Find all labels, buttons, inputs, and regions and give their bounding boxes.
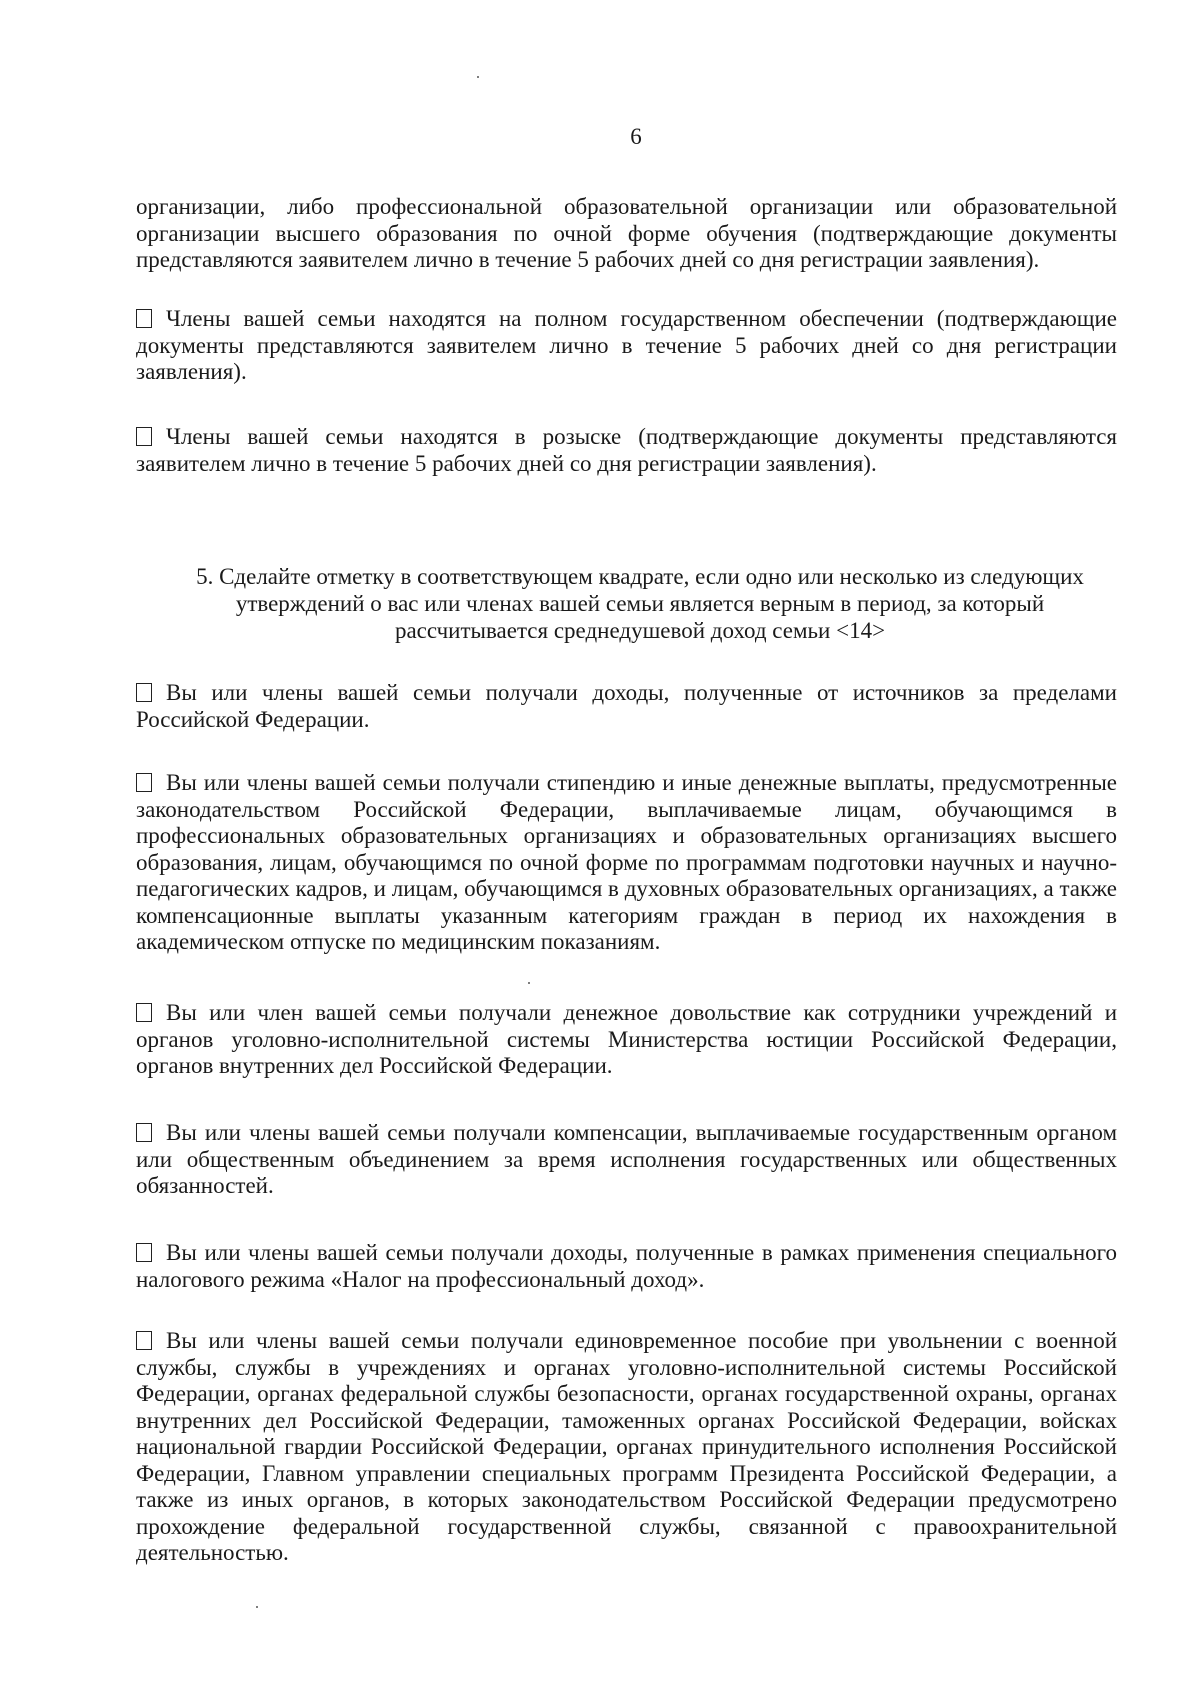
section-5-heading (150, 563, 1130, 644)
option-text: Вы или члены вашей семьи получали стипендию и иные денежные выплаты, предусмотренные законодательством Российской Федерации, выплачиваемые лицам, обучающимся в профессиональных образовательных организациях и образовательных организациях высшего образования, лицам, обучающимся по очной форме по программам подготовки научных и научно-педагогических кадров, и лицам, обучающимся в духовных образовательных организациях, а также компенсационные выплаты указанным категориям граждан в период их нахождения в академическом отпуске по медицинским показаниям. (136, 770, 1117, 954)
option-professional-income-tax (136, 1240, 1117, 1293)
section-5-heading-line: утверждений о вас или членах вашей семьи является верным в период, за который (235, 591, 1045, 616)
section-5-heading-line: рассчитывается среднедушевой доход семьи <14> (394, 618, 886, 643)
checkbox-monetary-allowance[interactable] (136, 1003, 152, 1022)
option-severance-benefit (136, 1328, 1117, 1567)
option-full-state-support (136, 306, 1117, 386)
checkbox-full-state-support[interactable] (136, 309, 152, 328)
scan-speck (256, 1606, 258, 1608)
option-text: Члены вашей семьи находятся в розыске (подтверждающие документы представляются заявителем лично в течение 5 рабочих дней со дня регистрации заявления). (136, 424, 1117, 476)
option-text: Вы или члены вашей семьи получали доходы, полученные в рамках применения специального налогового режима «Налог на профессиональный доход». (136, 1240, 1117, 1292)
continuation-paragraph (136, 194, 1117, 274)
option-text: Вы или члены вашей семьи получали единовременное пособие при увольнении с военной службы, службы в учреждениях и органах уголовно-исполнительной системы Российской Федерации, органах федеральной службы безопасности, органах государственной охраны, органах внутренних дел Российской Федерации, таможенных органах Российской Федерации, войсках национальной гвардии Российской Федерации, органах принудительного исполнения Российской Федерации, Главном управлении специальных программ Президента Российской Федерации, а также из иных органов, в которых законодательством Российской Федерации предусмотрено прохождение федеральной государственной службы, связанной с правоохранительной деятельностью. (136, 1328, 1117, 1565)
option-text: Вы или члены вашей семьи получали доходы, полученные от источников за пределами Российской Федерации. (136, 680, 1117, 732)
option-monetary-allowance (136, 1000, 1117, 1080)
section-5-heading-line: 5. Сделайте отметку в соответствующем квадрате, если одно или несколько из следующих (196, 564, 1084, 589)
option-scholarship (136, 770, 1117, 956)
checkbox-professional-income-tax[interactable] (136, 1243, 152, 1262)
scan-speck (528, 982, 530, 984)
option-wanted-search (136, 424, 1117, 477)
checkbox-wanted-search[interactable] (136, 427, 152, 446)
option-compensation (136, 1120, 1117, 1200)
continuation-text: организации, либо профессиональной образовательной организации или образовательной организации высшего образования по очной форме обучения (подтверждающие документы представляются заявителем лично в течение 5 рабочих дней со дня регистрации заявления). (136, 194, 1117, 272)
option-text: Вы или член вашей семьи получали денежное довольствие как сотрудники учреждений и органов уголовно-исполнительной системы Министерства юстиции Российской Федерации, органов внутренних дел Российской Федерации. (136, 1000, 1117, 1078)
checkbox-compensation[interactable] (136, 1123, 152, 1142)
scan-speck (477, 76, 479, 78)
option-text: Вы или члены вашей семьи получали компенсации, выплачиваемые государственным органом или общественным объединением за время исполнения государственных или общественных обязанностей. (136, 1120, 1117, 1198)
checkbox-scholarship[interactable] (136, 773, 152, 792)
page-number: 6 (630, 124, 642, 149)
option-foreign-income (136, 680, 1117, 733)
checkbox-severance-benefit[interactable] (136, 1331, 152, 1350)
checkbox-foreign-income[interactable] (136, 683, 152, 702)
option-text: Члены вашей семьи находятся на полном государственном обеспечении (подтверждающие документы представляются заявителем лично в течение 5 рабочих дней со дня регистрации заявления). (136, 306, 1117, 384)
